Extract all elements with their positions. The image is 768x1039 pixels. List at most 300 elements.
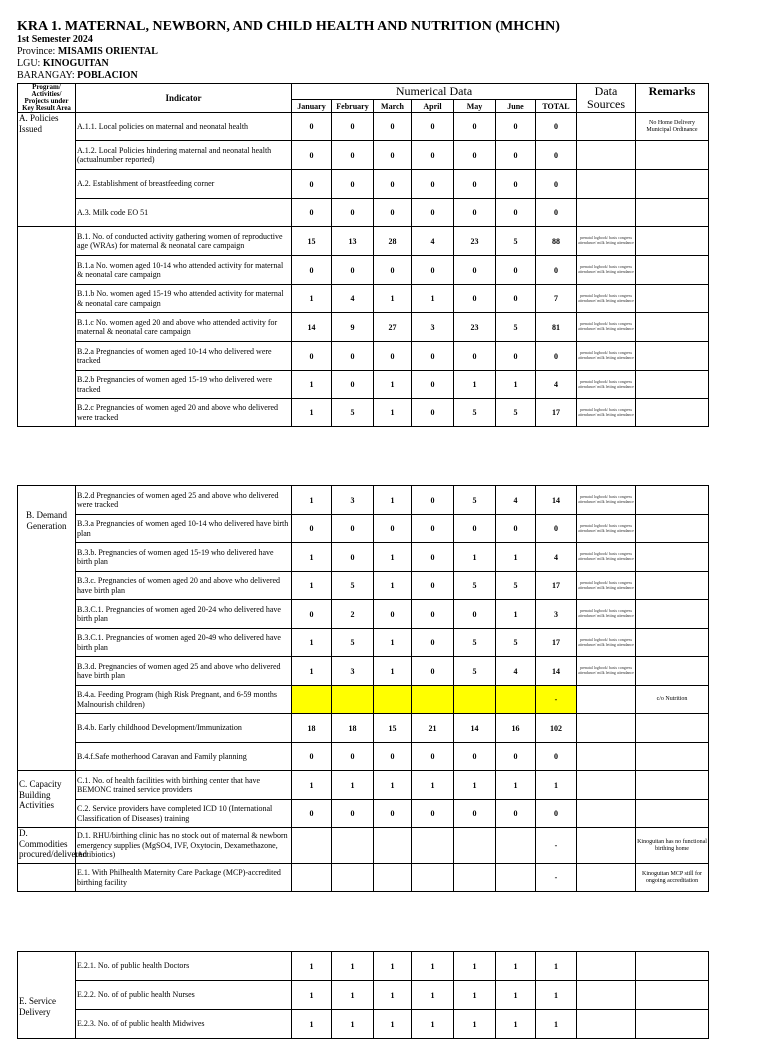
remarks-cell — [636, 800, 709, 828]
indicator-cell: B.3.d. Pregnancies of women aged 25 and above who delivered have birth plan — [76, 657, 292, 686]
value-cell-february: 0 — [332, 342, 374, 371]
table-row — [18, 952, 709, 981]
value-cell-february: 18 — [332, 714, 374, 743]
value-cell-january: 0 — [292, 342, 332, 371]
remarks-cell — [636, 629, 709, 657]
month-header-february: February — [332, 100, 374, 113]
value-cell-february: 0 — [332, 113, 374, 141]
data-source-cell: prenatal logbook/ basis congress attendance/ milk letting attendance — [577, 572, 636, 600]
value-cell-april — [412, 828, 454, 864]
data-source-cell: prenatal logbook/ basis congress attendance/ milk letting attendance — [577, 629, 636, 657]
value-cell-february — [332, 864, 374, 892]
value-cell-february — [332, 828, 374, 864]
value-cell-april: 0 — [412, 399, 454, 427]
table-row — [18, 371, 709, 399]
value-cell-may: 23 — [454, 227, 496, 256]
value-cell-april: 3 — [412, 313, 454, 342]
value-cell-january: 14 — [292, 313, 332, 342]
remarks-cell — [636, 952, 709, 981]
semester-label: 1st Semester 2024 — [17, 34, 93, 45]
value-cell-april: 0 — [412, 170, 454, 199]
data-source-cell: prenatal logbook/ basis congress attendance/ milk letting attendance — [577, 515, 636, 543]
indicator-cell: E.2.1. No. of public health Doctors — [76, 952, 292, 981]
data-source-cell — [577, 864, 636, 892]
value-cell-april: 0 — [412, 600, 454, 629]
remarks-cell — [636, 256, 709, 285]
value-cell-june: 1 — [496, 371, 536, 399]
barangay-line — [17, 70, 138, 82]
value-cell-march: 1 — [374, 285, 412, 313]
value-cell-march: 1 — [374, 543, 412, 572]
value-cell-may: 0 — [454, 113, 496, 141]
indicator-cell: B.3.C.1. Pregnancies of women aged 20-49 who delivered have birth plan — [76, 629, 292, 657]
value-cell-april: 0 — [412, 515, 454, 543]
month-header-june: June — [496, 100, 536, 113]
value-cell-february: 0 — [332, 256, 374, 285]
value-cell-june: 0 — [496, 199, 536, 227]
value-cell-march: 0 — [374, 256, 412, 285]
table-row — [18, 256, 709, 285]
value-cell-january: 1 — [292, 1010, 332, 1039]
value-cell-may — [454, 864, 496, 892]
indicator-cell: B.4.b. Early childhood Development/Immunization — [76, 714, 292, 743]
value-cell-may: 5 — [454, 399, 496, 427]
table-row — [18, 657, 709, 686]
value-cell-total: 3 — [536, 600, 577, 629]
numerical-data-header: Numerical Data — [292, 84, 577, 100]
remarks-cell — [636, 714, 709, 743]
value-cell-march: 15 — [374, 714, 412, 743]
value-cell-april: 1 — [412, 285, 454, 313]
remarks-cell — [636, 771, 709, 800]
value-cell-total: 4 — [536, 371, 577, 399]
remarks-cell — [636, 657, 709, 686]
table-row — [18, 543, 709, 572]
value-cell-january: 15 — [292, 227, 332, 256]
data-source-cell: prenatal logbook/ basis congress attendance/ milk letting attendance — [577, 486, 636, 515]
value-cell-june — [496, 864, 536, 892]
value-cell-may: 23 — [454, 313, 496, 342]
month-header-january: January — [292, 100, 332, 113]
value-cell-total: 1 — [536, 771, 577, 800]
table-row — [18, 1010, 709, 1039]
value-cell-april: 1 — [412, 771, 454, 800]
value-cell-march: 1 — [374, 572, 412, 600]
remarks-cell — [636, 141, 709, 170]
province-label: Province: — [17, 46, 58, 57]
indicator-cell: B.1.b No. women aged 15-19 who attended activity for maternal & neonatal care campaign — [76, 285, 292, 313]
value-cell-may: 1 — [454, 952, 496, 981]
remarks-cell — [636, 1010, 709, 1039]
value-cell-may: 0 — [454, 141, 496, 170]
indicator-cell: E.2.3. No. of of public health Midwives — [76, 1010, 292, 1039]
value-cell-total: 81 — [536, 313, 577, 342]
indicator-cell: B.4.f.Safe motherhood Caravan and Family planning — [76, 743, 292, 771]
program-column-header: Program/ Activities/ Projects under Key Result Area — [18, 84, 76, 113]
value-cell-april: 0 — [412, 486, 454, 515]
value-cell-june: 0 — [496, 113, 536, 141]
value-cell-march: 0 — [374, 170, 412, 199]
value-cell-january: 0 — [292, 256, 332, 285]
report-title: KRA 1. MATERNAL, NEWBORN, AND CHILD HEALTH AND NUTRITION (MHCHN) — [17, 19, 560, 34]
value-cell-april: 0 — [412, 800, 454, 828]
data-source-cell — [577, 170, 636, 199]
value-cell-total: - — [536, 828, 577, 864]
data-source-cell: prenatal logbook/ basis congress attendance/ milk letting attendance — [577, 399, 636, 427]
value-cell-february: 0 — [332, 199, 374, 227]
table-row — [18, 515, 709, 543]
province-line — [17, 46, 158, 58]
remarks-cell — [636, 515, 709, 543]
remarks-cell: Kinoguitan has no functional birthing home — [636, 828, 709, 864]
mhchn-table-section-3 — [17, 951, 709, 1039]
value-cell-february: 0 — [332, 371, 374, 399]
remarks-cell — [636, 313, 709, 342]
value-cell-april: 21 — [412, 714, 454, 743]
value-cell-february: 0 — [332, 543, 374, 572]
table-row — [18, 771, 709, 800]
value-cell-total: 0 — [536, 113, 577, 141]
table-row — [18, 800, 709, 828]
remarks-header: Remarks — [636, 84, 709, 113]
data-source-cell: prenatal logbook/ basis congress attendance/ milk letting attendance — [577, 285, 636, 313]
value-cell-june: 16 — [496, 714, 536, 743]
value-cell-march: 1 — [374, 399, 412, 427]
table-row — [18, 828, 709, 864]
value-cell-total: 17 — [536, 629, 577, 657]
value-cell-june: 0 — [496, 515, 536, 543]
value-cell-may — [454, 828, 496, 864]
program-cell-policies: A. Policies Issued — [18, 113, 76, 227]
value-cell-total: 0 — [536, 199, 577, 227]
indicator-cell: D.1. RHU/birthing clinic has no stock out of maternal & newborn emergency supplies (MgSO4, IVF, Oxytocin, Dexamethazone, Antibiotics) — [76, 828, 292, 864]
table-row — [18, 199, 709, 227]
month-header-may: May — [454, 100, 496, 113]
remarks-cell — [636, 285, 709, 313]
value-cell-june: 0 — [496, 256, 536, 285]
value-cell-february: 0 — [332, 800, 374, 828]
indicator-cell: B.2.b Pregnancies of women aged 15-19 who delivered were tracked — [76, 371, 292, 399]
table-row — [18, 313, 709, 342]
table-row — [18, 864, 709, 892]
value-cell-may: 0 — [454, 199, 496, 227]
data-source-cell — [577, 952, 636, 981]
table-row — [18, 227, 709, 256]
data-source-cell — [577, 1010, 636, 1039]
value-cell-total: 0 — [536, 743, 577, 771]
remarks-cell: Kinoguitan MCP still for ongoing accreditation — [636, 864, 709, 892]
indicator-cell: B.3.b. Pregnancies of women aged 15-19 who delivered have birth plan — [76, 543, 292, 572]
value-cell-total: - — [536, 864, 577, 892]
value-cell-april: 1 — [412, 1010, 454, 1039]
value-cell-march — [374, 828, 412, 864]
data-source-cell: prenatal logbook/ basis congress attendance/ milk letting attendance — [577, 342, 636, 371]
data-source-cell: prenatal logbook/ basis congress attendance/ milk letting attendance — [577, 313, 636, 342]
value-cell-may: 0 — [454, 743, 496, 771]
data-source-cell — [577, 743, 636, 771]
value-cell-june: 0 — [496, 285, 536, 313]
value-cell-total: 1 — [536, 952, 577, 981]
data-source-cell: prenatal logbook/ basis congress attendance/ milk letting attendance — [577, 371, 636, 399]
value-cell-january: 0 — [292, 141, 332, 170]
table-row — [18, 285, 709, 313]
value-cell-june: 0 — [496, 342, 536, 371]
data-source-cell: prenatal logbook/ basis congress attendance/ milk letting attendance — [577, 657, 636, 686]
table-row — [18, 342, 709, 371]
value-cell-june: 0 — [496, 743, 536, 771]
value-cell-june: 5 — [496, 227, 536, 256]
value-cell-may: 1 — [454, 981, 496, 1010]
remarks-cell — [636, 981, 709, 1010]
table-row — [18, 714, 709, 743]
value-cell-february: 0 — [332, 515, 374, 543]
data-source-cell — [577, 828, 636, 864]
value-cell-february: 0 — [332, 743, 374, 771]
program-cell-service-delivery: E. Service Delivery — [18, 952, 76, 1039]
value-cell-january: 1 — [292, 543, 332, 572]
value-cell-february — [332, 686, 374, 714]
indicator-cell: C.2. Service providers have completed ICD 10 (International Classification of Diseases) training — [76, 800, 292, 828]
value-cell-total: 88 — [536, 227, 577, 256]
value-cell-may: 1 — [454, 771, 496, 800]
value-cell-june: 1 — [496, 981, 536, 1010]
indicator-cell: B.4.a. Feeding Program (high Risk Pregnant, and 6-59 months Malnourish children) — [76, 686, 292, 714]
data-source-cell: prenatal logbook/ basis congress attendance/ milk letting attendance — [577, 227, 636, 256]
value-cell-total: 17 — [536, 399, 577, 427]
table-row — [18, 572, 709, 600]
value-cell-april: 0 — [412, 629, 454, 657]
value-cell-january: 0 — [292, 113, 332, 141]
value-cell-february: 0 — [332, 170, 374, 199]
barangay-value: POBLACION — [77, 70, 138, 81]
table-row — [18, 486, 709, 515]
remarks-cell — [636, 572, 709, 600]
value-cell-march: 28 — [374, 227, 412, 256]
value-cell-february: 9 — [332, 313, 374, 342]
table-row — [18, 141, 709, 170]
value-cell-january: 0 — [292, 515, 332, 543]
data-source-cell: prenatal logbook/ basis congress attendance/ milk letting attendance — [577, 543, 636, 572]
value-cell-june: 5 — [496, 572, 536, 600]
province-value: MISAMIS ORIENTAL — [57, 46, 158, 57]
value-cell-march — [374, 686, 412, 714]
remarks-cell — [636, 743, 709, 771]
value-cell-june: 1 — [496, 1010, 536, 1039]
value-cell-january: 0 — [292, 199, 332, 227]
data-source-cell — [577, 800, 636, 828]
value-cell-june — [496, 686, 536, 714]
program-cell-demand-generation: B. Demand Generation — [18, 486, 76, 771]
data-source-cell — [577, 113, 636, 141]
table-row — [18, 113, 709, 141]
value-cell-june: 5 — [496, 629, 536, 657]
value-cell-june: 1 — [496, 952, 536, 981]
data-source-cell — [577, 714, 636, 743]
value-cell-march: 0 — [374, 342, 412, 371]
table-row — [18, 743, 709, 771]
value-cell-total: 0 — [536, 800, 577, 828]
value-cell-january: 1 — [292, 981, 332, 1010]
value-cell-may: 5 — [454, 657, 496, 686]
program-cell-commodities: D. Commodities procured/delivered — [18, 828, 76, 864]
mhchn-table-section-1 — [17, 83, 709, 427]
indicator-cell: B.3.c. Pregnancies of women aged 20 and above who delivered have birth plan — [76, 572, 292, 600]
indicator-cell: B.2.d Pregnancies of women aged 25 and above who delivered were tracked — [76, 486, 292, 515]
data-source-cell: prenatal logbook/ basis congress attendance/ milk letting attendance — [577, 256, 636, 285]
indicator-cell: A.1.1. Local policies on maternal and neonatal health — [76, 113, 292, 141]
indicator-cell: A.1.2. Local Policies hindering maternal and neonatal health (actualnumber reported) — [76, 141, 292, 170]
table-row — [18, 686, 709, 714]
value-cell-may: 5 — [454, 629, 496, 657]
value-cell-march: 1 — [374, 486, 412, 515]
value-cell-may: 0 — [454, 800, 496, 828]
value-cell-february: 3 — [332, 486, 374, 515]
remarks-cell: No Home Delivery Municipal Ordinance — [636, 113, 709, 141]
value-cell-total: 4 — [536, 543, 577, 572]
value-cell-may: 1 — [454, 543, 496, 572]
value-cell-january: 1 — [292, 572, 332, 600]
lgu-value: KINOGUITAN — [42, 58, 109, 69]
value-cell-january: 18 — [292, 714, 332, 743]
data-source-cell — [577, 771, 636, 800]
indicator-cell: B.3.a Pregnancies of women aged 10-14 who delivered have birth plan — [76, 515, 292, 543]
indicator-cell: B.1.a No. women aged 10-14 who attended activity for maternal & neonatal care campaign — [76, 256, 292, 285]
value-cell-march: 0 — [374, 141, 412, 170]
value-cell-june: 1 — [496, 600, 536, 629]
value-cell-total: 14 — [536, 657, 577, 686]
value-cell-april — [412, 686, 454, 714]
value-cell-march: 0 — [374, 800, 412, 828]
indicator-cell: B.1. No. of conducted activity gathering women of reproductive age (WRAs) for maternal & neonatal care campaign — [76, 227, 292, 256]
value-cell-total: 17 — [536, 572, 577, 600]
value-cell-march: 1 — [374, 371, 412, 399]
value-cell-january: 1 — [292, 771, 332, 800]
value-cell-january: 0 — [292, 170, 332, 199]
value-cell-january: 1 — [292, 486, 332, 515]
indicator-cell: B.1.c No. women aged 20 and above who attended activity for maternal & neonatal care campaign — [76, 313, 292, 342]
remarks-cell — [636, 342, 709, 371]
value-cell-total: - — [536, 686, 577, 714]
value-cell-february: 3 — [332, 657, 374, 686]
value-cell-february: 4 — [332, 285, 374, 313]
value-cell-april: 1 — [412, 981, 454, 1010]
value-cell-june: 0 — [496, 170, 536, 199]
value-cell-may: 14 — [454, 714, 496, 743]
value-cell-march: 0 — [374, 600, 412, 629]
value-cell-march: 0 — [374, 515, 412, 543]
indicator-cell: E.1. With Philhealth Maternity Care Package (MCP)-accredited birthing facility — [76, 864, 292, 892]
data-source-cell — [577, 141, 636, 170]
value-cell-april: 4 — [412, 227, 454, 256]
remarks-cell — [636, 199, 709, 227]
value-cell-january: 0 — [292, 743, 332, 771]
mhchn-table-section-2 — [17, 485, 709, 892]
data-source-cell — [577, 686, 636, 714]
table-row — [18, 629, 709, 657]
remarks-cell — [636, 486, 709, 515]
value-cell-january: 1 — [292, 657, 332, 686]
remarks-cell — [636, 399, 709, 427]
remarks-cell — [636, 227, 709, 256]
value-cell-january: 0 — [292, 600, 332, 629]
value-cell-april: 0 — [412, 256, 454, 285]
table-row — [18, 170, 709, 199]
value-cell-february: 1 — [332, 771, 374, 800]
data-source-cell — [577, 199, 636, 227]
value-cell-may: 0 — [454, 342, 496, 371]
value-cell-january — [292, 828, 332, 864]
value-cell-february: 1 — [332, 952, 374, 981]
indicator-cell: A.3. Milk code EO 51 — [76, 199, 292, 227]
value-cell-april: 0 — [412, 113, 454, 141]
value-cell-may: 5 — [454, 572, 496, 600]
value-cell-total: 1 — [536, 1010, 577, 1039]
value-cell-total: 1 — [536, 981, 577, 1010]
value-cell-march: 1 — [374, 771, 412, 800]
value-cell-march: 0 — [374, 199, 412, 227]
value-cell-total: 0 — [536, 141, 577, 170]
value-cell-may: 0 — [454, 515, 496, 543]
value-cell-may: 0 — [454, 170, 496, 199]
value-cell-march: 1 — [374, 629, 412, 657]
value-cell-june: 4 — [496, 486, 536, 515]
value-cell-april: 1 — [412, 952, 454, 981]
month-header-april: April — [412, 100, 454, 113]
remarks-cell — [636, 600, 709, 629]
remarks-cell: c/o Nutrition — [636, 686, 709, 714]
value-cell-february: 0 — [332, 141, 374, 170]
value-cell-january — [292, 864, 332, 892]
value-cell-may: 0 — [454, 600, 496, 629]
value-cell-february: 5 — [332, 629, 374, 657]
value-cell-june — [496, 828, 536, 864]
indicator-cell: C.1. No. of health facilities with birthing center that have BEMONC trained service providers — [76, 771, 292, 800]
value-cell-april: 0 — [412, 657, 454, 686]
value-cell-april — [412, 864, 454, 892]
data-sources-header: Data Sources — [577, 84, 636, 113]
value-cell-january: 1 — [292, 285, 332, 313]
program-cell-demand-continued — [18, 227, 76, 427]
data-source-cell — [577, 981, 636, 1010]
program-cell-capacity-building: C. Capacity Building Activities — [18, 771, 76, 828]
value-cell-total: 0 — [536, 170, 577, 199]
value-cell-june: 5 — [496, 313, 536, 342]
value-cell-april: 0 — [412, 572, 454, 600]
program-cell-empty — [18, 864, 76, 892]
value-cell-total: 7 — [536, 285, 577, 313]
month-header-march: March — [374, 100, 412, 113]
indicator-column-header: Indicator — [76, 84, 292, 113]
value-cell-total: 14 — [536, 486, 577, 515]
value-cell-april: 0 — [412, 199, 454, 227]
value-cell-february: 13 — [332, 227, 374, 256]
value-cell-april: 0 — [412, 543, 454, 572]
value-cell-total: 102 — [536, 714, 577, 743]
barangay-label: BARANGAY: — [17, 70, 78, 81]
value-cell-april: 0 — [412, 141, 454, 170]
value-cell-january: 1 — [292, 629, 332, 657]
indicator-cell: B.2.c Pregnancies of women aged 20 and above who delivered were tracked — [76, 399, 292, 427]
value-cell-january: 0 — [292, 800, 332, 828]
value-cell-march: 1 — [374, 981, 412, 1010]
value-cell-march: 0 — [374, 743, 412, 771]
value-cell-january: 1 — [292, 399, 332, 427]
value-cell-february: 5 — [332, 572, 374, 600]
value-cell-april: 0 — [412, 371, 454, 399]
value-cell-june: 0 — [496, 800, 536, 828]
value-cell-may: 1 — [454, 371, 496, 399]
remarks-cell — [636, 543, 709, 572]
